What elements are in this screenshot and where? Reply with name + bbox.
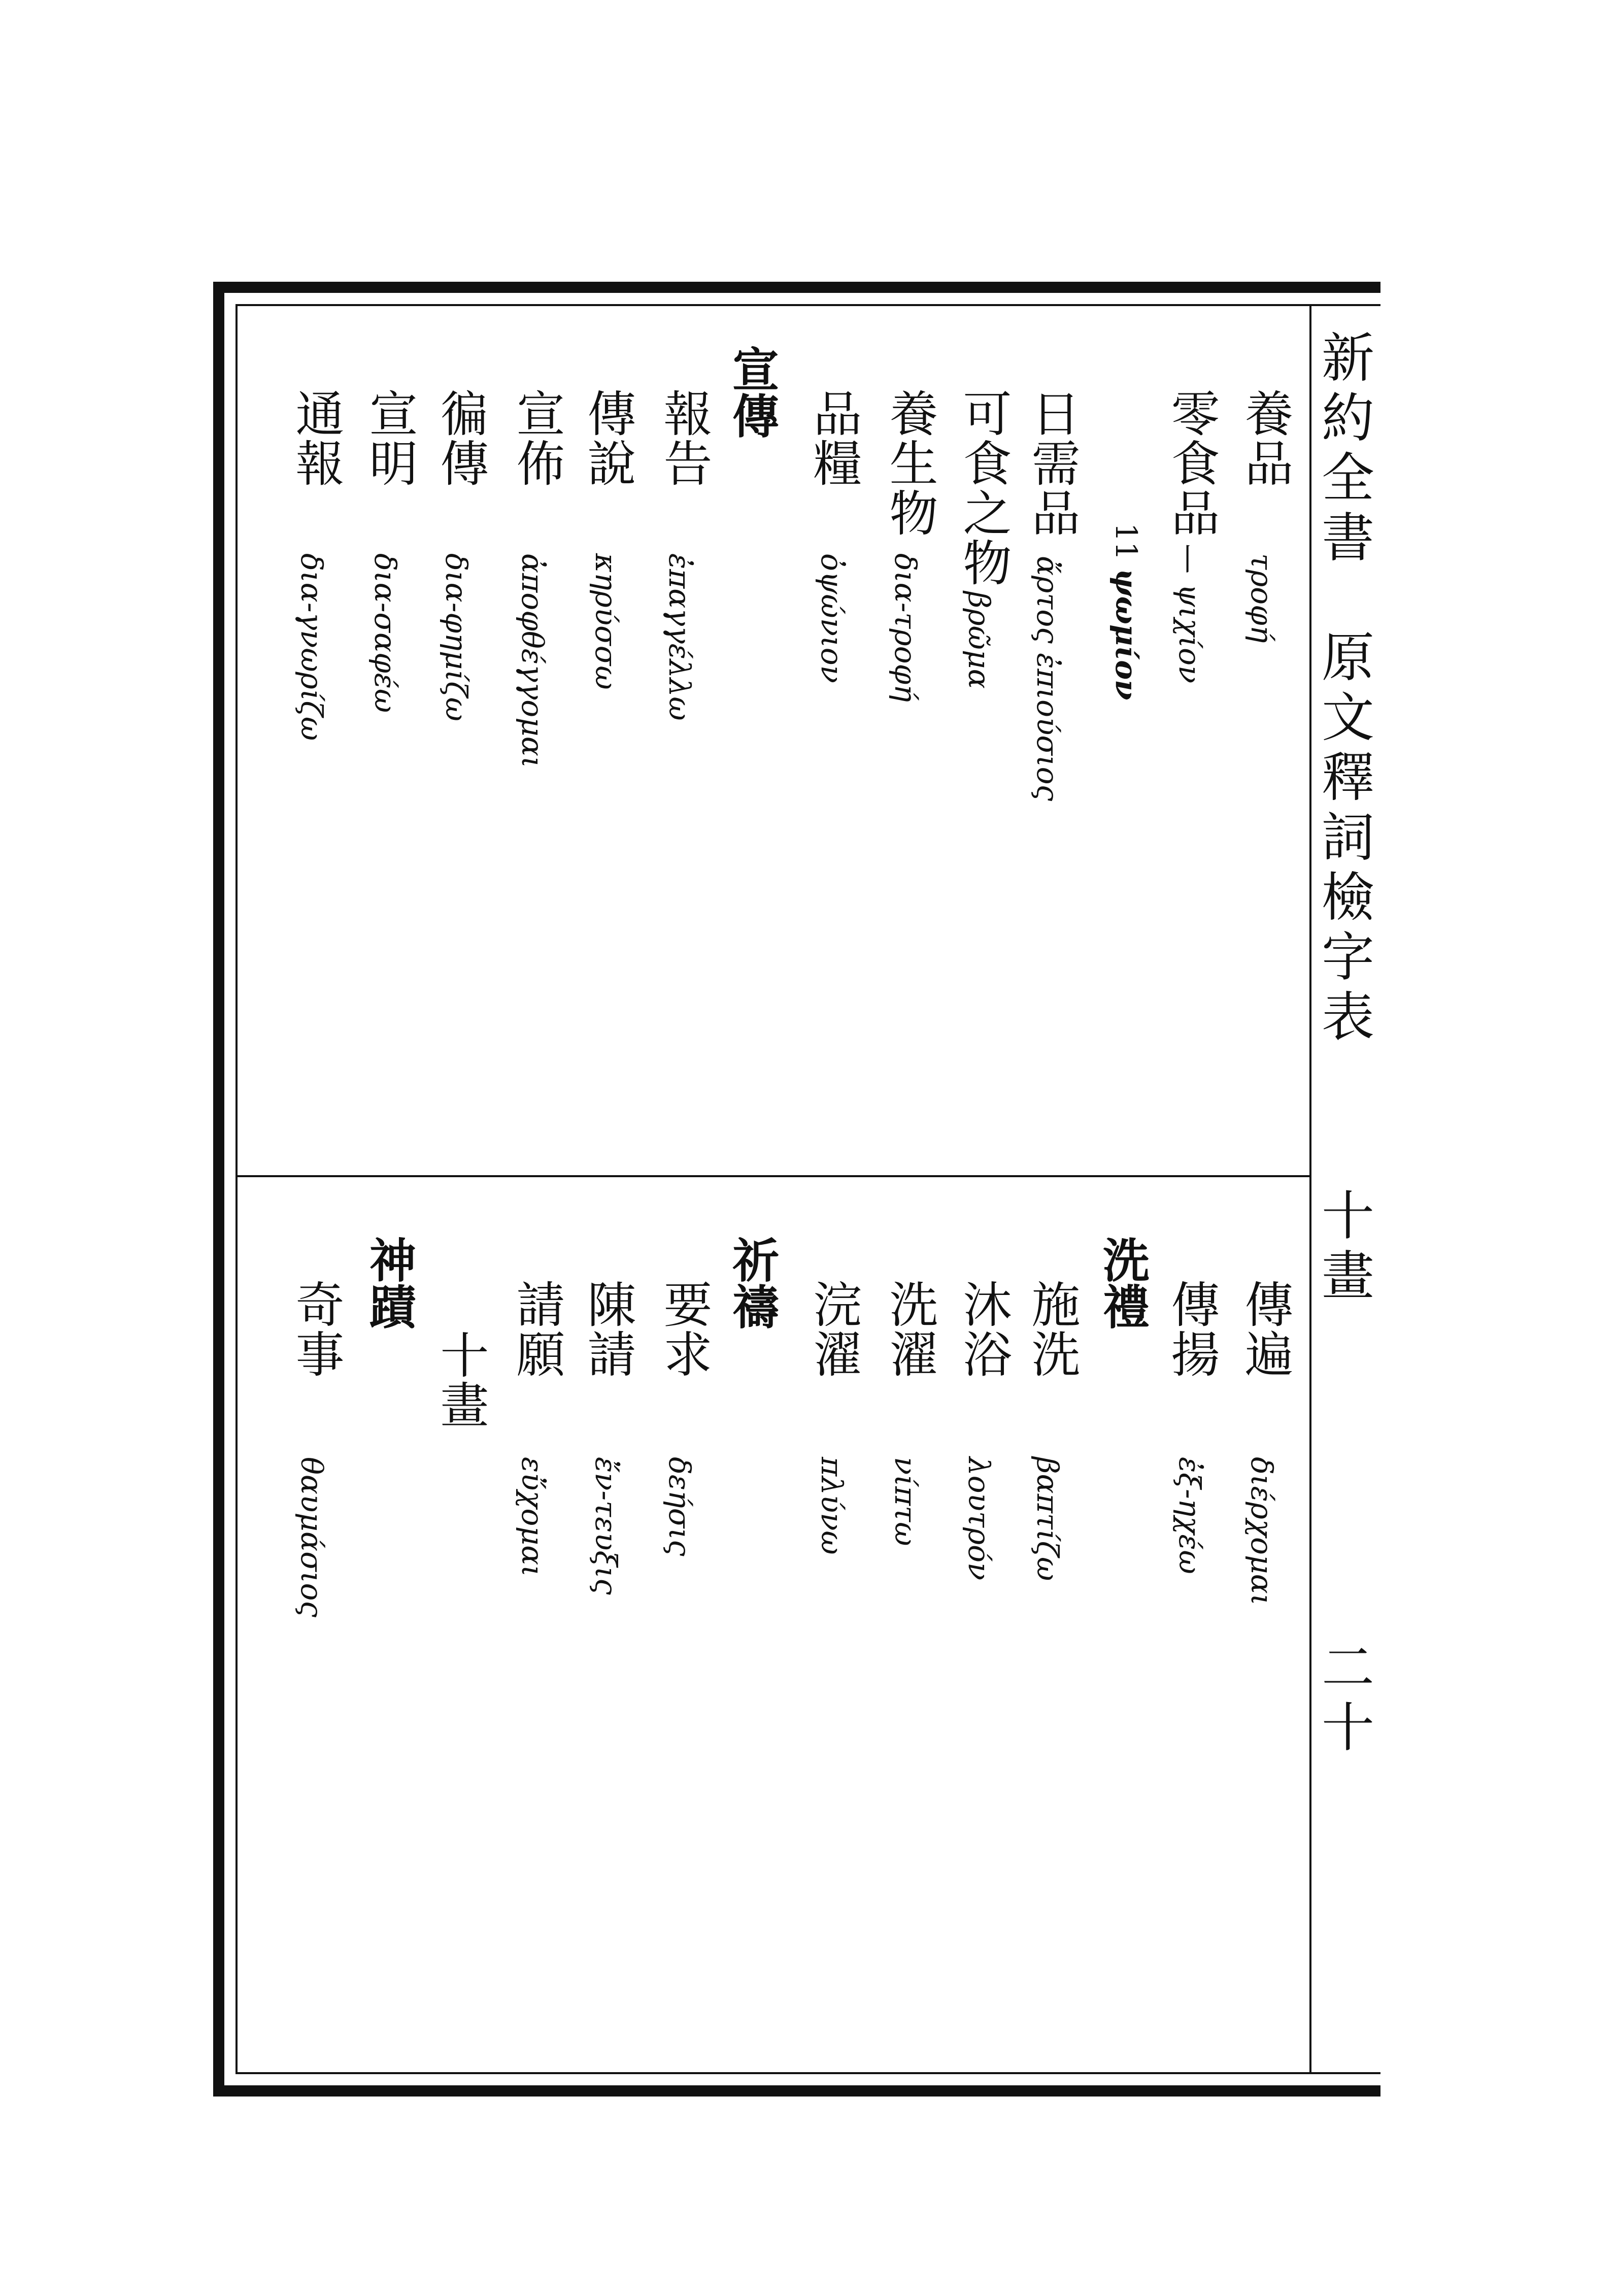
section-heading: 洗禮 — [1095, 1236, 1150, 1329]
term-greek: τροφή — [1244, 553, 1279, 643]
page-number: 二十 — [1312, 1640, 1374, 1759]
term-cjk: 請願 — [509, 1279, 565, 1379]
term-cjk: 零食品 — [1163, 388, 1220, 538]
term-cjk: 陳請 — [580, 1279, 636, 1379]
term-greek: ἔν-τευξις — [589, 1457, 623, 1595]
term-greek: ἀποφθέγγομαι — [515, 553, 550, 768]
section-heading: 宣傳 — [725, 345, 779, 439]
term-cjk: 浣濯 — [805, 1279, 862, 1379]
term-mark: 丨 — [1167, 543, 1203, 575]
term-greek: λουτρόν — [962, 1457, 996, 1581]
term-greek: δια-σαφέω — [368, 553, 402, 713]
term-cjk: 傳說 — [580, 388, 636, 488]
term-cjk: 傳遍 — [1237, 1279, 1294, 1379]
term-greek: βαπτίζω — [1030, 1457, 1065, 1581]
term-cjk: 沐浴 — [955, 1279, 1012, 1379]
term-cjk: 日需品 — [1024, 388, 1081, 538]
index-title: 原文釋詞檢字表 — [1312, 629, 1374, 1049]
term-greek: δια-φημίζω — [439, 553, 474, 721]
stroke-section-label: 十畫 — [1312, 1188, 1374, 1308]
term-cjk: 可食之物 — [955, 388, 1012, 587]
term-cjk: 報告 — [656, 388, 713, 488]
section-heading: 祈禱 — [725, 1236, 779, 1329]
inner-border-top — [235, 304, 1380, 306]
term-greek: διέρχομαι — [1244, 1457, 1279, 1606]
term-greek: κηρύσσω — [589, 553, 623, 690]
term-greek: ἄρτος ἐπιούσιος — [1030, 556, 1065, 802]
term-cjk: 養生物 — [882, 388, 938, 538]
term-greek: δια-τροφή — [888, 553, 923, 702]
term-prefix: 11 — [1109, 523, 1143, 560]
term-greek: ὀψώνιον — [815, 553, 849, 683]
term-cjk: 宣明 — [361, 388, 418, 488]
term-greek: δεήσις — [662, 1457, 697, 1556]
section-heading: 神蹟 — [362, 1236, 416, 1329]
stroke-subheading: 十畫 — [432, 1330, 489, 1429]
term-cjk: 通報 — [288, 388, 345, 488]
term-greek: πλύνω — [815, 1457, 849, 1555]
term-greek: εὔχομαι — [515, 1457, 550, 1577]
term-greek: ἐπαγγέλλω — [662, 553, 697, 721]
term-cjk: 施洗 — [1024, 1279, 1081, 1379]
term-cjk: 奇事 — [288, 1279, 345, 1379]
header-divider — [1309, 304, 1311, 2074]
term-cjk: 要求 — [656, 1279, 713, 1379]
term-greek: βρῶμα — [962, 591, 996, 689]
term-cjk: 徧傳 — [432, 388, 489, 488]
term-cjk: 養品 — [1237, 388, 1294, 488]
term-cjk: 洗濯 — [882, 1279, 938, 1379]
term-greek: δια-γνωρίζω — [294, 553, 329, 741]
inner-border-bottom — [235, 2072, 1380, 2074]
term-cjk: 傳揚 — [1163, 1279, 1220, 1379]
term-cjk: 品糧 — [805, 388, 862, 488]
term-greek: ἐξ-ηχέω — [1172, 1457, 1207, 1574]
term-greek: ψιχίον — [1172, 584, 1207, 684]
inner-border-left — [235, 304, 238, 2074]
term-greek: νίπτω — [888, 1457, 923, 1546]
term-cjk: 宣佈 — [509, 388, 565, 488]
section-divider — [235, 1175, 1309, 1177]
term-greek: ψωμίον — [1109, 569, 1143, 701]
term-greek: θαυμάσιος — [294, 1457, 329, 1617]
book-title: 新約全書 — [1312, 330, 1374, 570]
